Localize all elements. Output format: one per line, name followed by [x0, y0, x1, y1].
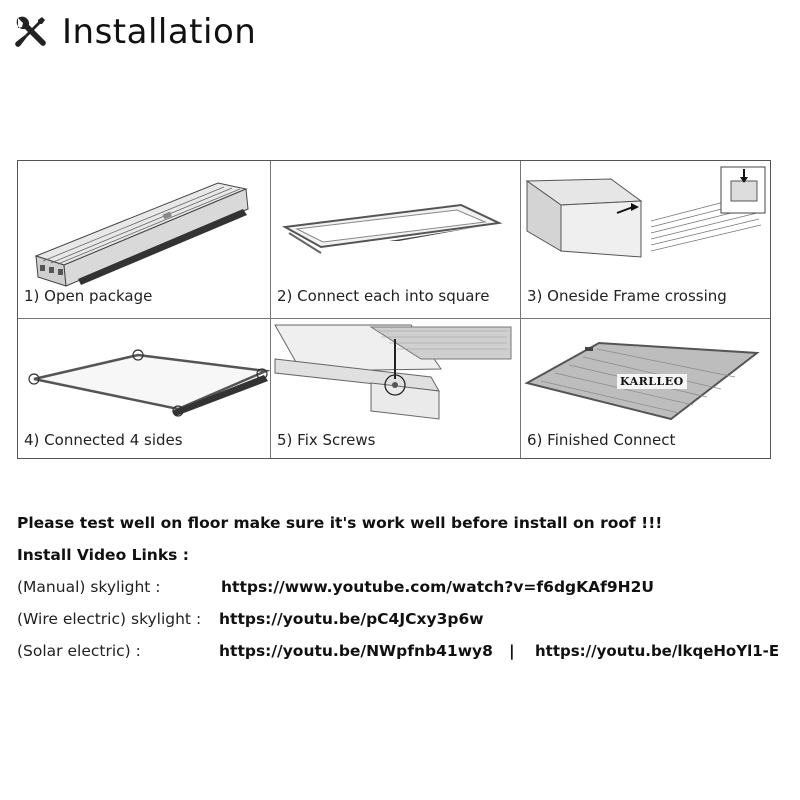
page-title: Installation [62, 12, 257, 52]
step-caption: 6) Finished Connect [527, 431, 676, 449]
step-caption: 3) Oneside Frame crossing [527, 287, 727, 305]
manual-link-row [17, 578, 797, 600]
step-caption: 1) Open package [24, 287, 153, 305]
wire-video-link[interactable]: https://youtu.be/pC4JCxy3p6w [219, 610, 484, 628]
solar-link-row [17, 642, 797, 664]
wire-label: (Wire electric) skylight : [17, 610, 202, 628]
wire-link-row [17, 610, 797, 632]
tools-icon [12, 14, 48, 50]
installation-steps-grid [17, 160, 771, 459]
step-fix-screws [271, 319, 521, 458]
step-open-package [18, 161, 271, 319]
test-warning: Please test well on floor make sure it's work well before install on roof !!! [17, 514, 663, 532]
video-links-heading: Install Video Links : [17, 546, 189, 564]
step-caption: 2) Connect each into square [277, 287, 490, 305]
page-header [12, 8, 256, 56]
step-caption: 5) Fix Screws [277, 431, 376, 449]
step-caption: 4) Connected 4 sides [24, 431, 183, 449]
manual-video-link[interactable]: https://www.youtube.com/watch?v=f6dgKAf9H2U [221, 578, 655, 596]
manual-label: (Manual) skylight : [17, 578, 161, 596]
step-connect-square [271, 161, 521, 319]
solar-video-link-2[interactable]: https://youtu.be/lkqeHoYl1-E [535, 642, 780, 660]
step-connected-four-sides [18, 319, 271, 458]
solar-label: (Solar electric) : [17, 642, 141, 660]
step-frame-crossing [521, 161, 770, 319]
step-finished-connect [521, 319, 770, 458]
brand-label: KARLLEO [617, 374, 687, 389]
link-separator: | [509, 642, 515, 660]
solar-video-link-1[interactable]: https://youtu.be/NWpfnb41wy8 [219, 642, 493, 660]
